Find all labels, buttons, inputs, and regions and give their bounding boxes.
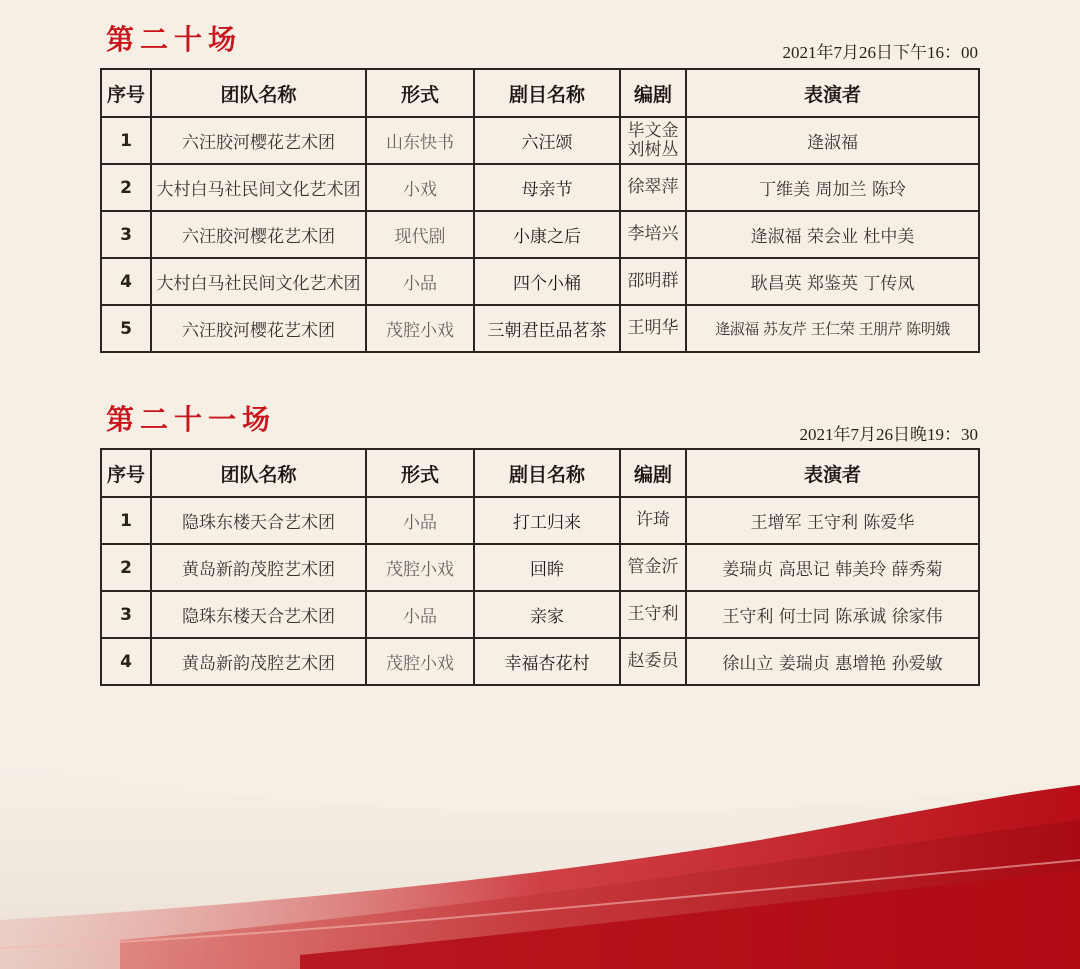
cell-number: 4: [101, 638, 151, 685]
table-row: [101, 497, 979, 544]
cell-number: 1: [101, 497, 151, 544]
header-team: 团队名称: [151, 69, 366, 117]
cell-number: 3: [101, 211, 151, 258]
cell-title: 回眸: [474, 544, 620, 591]
table-row: [101, 117, 979, 164]
cell-team: 六汪胶河樱花艺术团: [151, 305, 366, 352]
cell-performers: 耿昌英 郑鉴英 丁传凤: [686, 258, 979, 305]
cell-form: 茂腔小戏: [366, 305, 474, 352]
cell-performers: 逄淑福: [686, 117, 979, 164]
table-row: [101, 591, 979, 638]
cell-team: 大村白马社民间文化艺术团: [151, 164, 366, 211]
cell-writer: 徐翠萍: [620, 164, 686, 211]
cell-writer: 赵委员: [620, 638, 686, 685]
cell-team: 黄岛新韵茂腔艺术团: [151, 544, 366, 591]
cell-title: 四个小桶: [474, 258, 620, 305]
session-title: 第二十场: [106, 23, 243, 56]
cell-form: 茂腔小戏: [366, 544, 474, 591]
header-number: 序号: [101, 449, 151, 497]
cell-team: 六汪胶河樱花艺术团: [151, 117, 366, 164]
cell-performers: 徐山立 姜瑞贞 惠增艳 孙爱敏: [686, 638, 979, 685]
cell-performers: 丁维美 周加兰 陈玲: [686, 164, 979, 211]
table-row: [101, 305, 979, 352]
cell-title: 打工归来: [474, 497, 620, 544]
cell-form: 山东快书: [366, 117, 474, 164]
cell-team: 六汪胶河樱花艺术团: [151, 211, 366, 258]
header-team: 团队名称: [151, 449, 366, 497]
schedule-table: [100, 448, 980, 686]
cell-title: 小康之后: [474, 211, 620, 258]
cell-team: 隐珠东楼天合艺术团: [151, 591, 366, 638]
header-performers: 表演者: [686, 449, 979, 497]
schedule-table: [100, 68, 980, 353]
table-row: [101, 258, 979, 305]
header-performers: 表演者: [686, 69, 979, 117]
cell-number: 5: [101, 305, 151, 352]
cell-title: 母亲节: [474, 164, 620, 211]
cell-performers: 逄淑福 荣会业 杜中美: [686, 211, 979, 258]
header-title: 剧目名称: [474, 69, 620, 117]
cell-writer: 李培兴: [620, 211, 686, 258]
cell-writer: 邵明群: [620, 258, 686, 305]
cell-form: 小品: [366, 497, 474, 544]
cell-number: 1: [101, 117, 151, 164]
cell-title: 亲家: [474, 591, 620, 638]
cell-team: 黄岛新韵茂腔艺术团: [151, 638, 366, 685]
cell-form: 小品: [366, 591, 474, 638]
cell-performers: 逄淑福 苏友芹 王仁荣 王朋芹 陈明娥: [686, 305, 979, 352]
table-row: [101, 211, 979, 258]
cell-form: 现代剧: [366, 211, 474, 258]
cell-writer: 王明华: [620, 305, 686, 352]
table-row: [101, 164, 979, 211]
cell-number: 4: [101, 258, 151, 305]
table-header-row: [101, 69, 979, 117]
header-writer: 编剧: [620, 69, 686, 117]
cell-number: 2: [101, 164, 151, 211]
cell-number: 2: [101, 544, 151, 591]
cell-form: 小戏: [366, 164, 474, 211]
cell-form: 小品: [366, 258, 474, 305]
cell-title: 六汪颂: [474, 117, 620, 164]
cell-performers: 王守利 何士同 陈承诚 徐家伟: [686, 591, 979, 638]
cell-writer: 管金沂: [620, 544, 686, 591]
session-time: 2021年7月26日下午16：00: [782, 43, 978, 62]
header-writer: 编剧: [620, 449, 686, 497]
cell-team: 大村白马社民间文化艺术团: [151, 258, 366, 305]
cell-title: 三朝君臣品茗茶: [474, 305, 620, 352]
cell-performers: 姜瑞贞 高思记 韩美玲 薛秀菊: [686, 544, 979, 591]
header-form: 形式: [366, 449, 474, 497]
header-title: 剧目名称: [474, 449, 620, 497]
cell-writer: 王守利: [620, 591, 686, 638]
cell-title: 幸福杏花村: [474, 638, 620, 685]
session-21: [100, 398, 978, 693]
session-title: 第二十一场: [106, 403, 277, 436]
header-number: 序号: [101, 69, 151, 117]
cell-performers: 王增军 王守利 陈爱华: [686, 497, 979, 544]
cell-team: 隐珠东楼天合艺术团: [151, 497, 366, 544]
session-time: 2021年7月26日晚19：30: [799, 425, 978, 444]
table-row: [101, 544, 979, 591]
table-row: [101, 638, 979, 685]
cell-number: 3: [101, 591, 151, 638]
session-20: [100, 18, 978, 363]
header-form: 形式: [366, 69, 474, 117]
table-header-row: [101, 449, 979, 497]
cell-writer: 毕文金 刘树丛: [620, 117, 686, 164]
cell-form: 茂腔小戏: [366, 638, 474, 685]
cell-writer: 许琦: [620, 497, 686, 544]
